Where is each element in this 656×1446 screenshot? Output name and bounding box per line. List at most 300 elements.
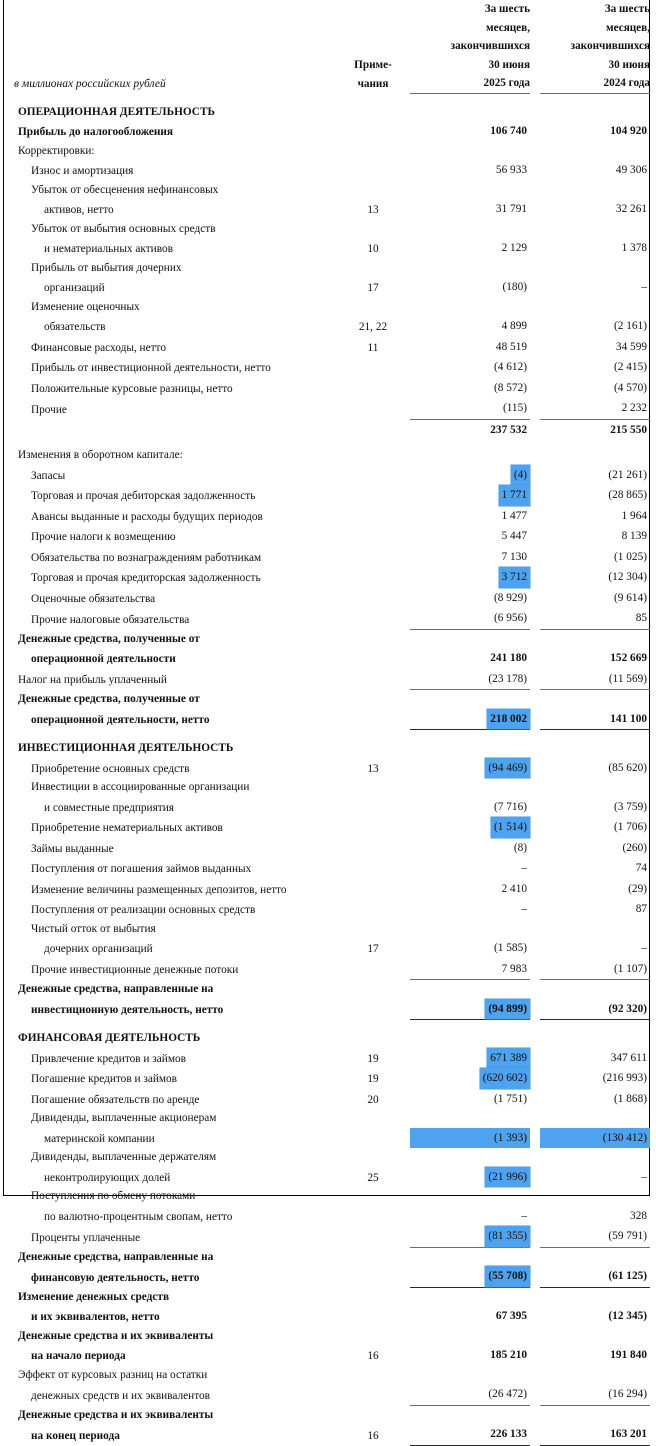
table-row bbox=[14, 337, 650, 358]
value: (1 868) bbox=[614, 1092, 647, 1105]
spacer bbox=[14, 1020, 650, 1030]
row-value-2025 bbox=[410, 1266, 530, 1287]
col1-header-line5: 2025 года bbox=[410, 74, 530, 93]
row-value-2024 bbox=[540, 758, 650, 779]
row-value-2024 bbox=[540, 419, 650, 440]
value: – bbox=[521, 1209, 527, 1222]
row-label: Эффект от курсовых разниц на остатки bbox=[18, 1368, 208, 1381]
table-row bbox=[14, 1306, 650, 1327]
value: (26 472) bbox=[488, 1388, 527, 1400]
row-label: Денежные средства, полученные от bbox=[18, 693, 200, 705]
header-gap bbox=[530, 37, 540, 56]
table-row bbox=[14, 1287, 650, 1306]
row-value-2025 bbox=[410, 879, 530, 900]
value: (16 294) bbox=[608, 1388, 647, 1400]
row-label: Финансовые расходы, нетто bbox=[31, 341, 166, 354]
row-label: Приобретение основных средств bbox=[31, 762, 190, 775]
table-row bbox=[14, 526, 650, 547]
table-row bbox=[14, 1128, 650, 1149]
row-label: Прочие налоги к возмещению bbox=[31, 531, 176, 543]
row-value-2024 bbox=[540, 1384, 650, 1405]
col2-header-line4: 30 июня bbox=[608, 58, 650, 71]
value: (23 178) bbox=[488, 672, 527, 685]
table-row bbox=[14, 1167, 650, 1188]
row-value-2024 bbox=[540, 121, 650, 142]
value: (1 585) bbox=[494, 942, 527, 954]
row-label: Положительные курсовые разницы, нетто bbox=[31, 382, 233, 395]
row-value-2024 bbox=[540, 899, 650, 920]
row-label: денежных средств и их эквивалентов bbox=[31, 1389, 210, 1402]
row-label: Корректировки: bbox=[18, 144, 95, 157]
row-value-2024 bbox=[540, 838, 650, 859]
table-row bbox=[14, 259, 650, 278]
table-row bbox=[14, 298, 650, 317]
value: 1 378 bbox=[621, 242, 647, 254]
row-note: 10 bbox=[367, 243, 379, 255]
value: 7 983 bbox=[501, 962, 527, 975]
value: 56 933 bbox=[495, 164, 527, 176]
header-row-5 bbox=[14, 74, 650, 93]
row-value-2024 bbox=[540, 648, 650, 669]
row-note bbox=[336, 797, 410, 818]
row-label: Убыток от выбытия основных средств bbox=[31, 222, 216, 235]
row-label: Изменение величины размещенных депозитов, нетто bbox=[31, 883, 287, 896]
table-row bbox=[14, 1405, 650, 1424]
row-value-2025 bbox=[410, 419, 530, 440]
value: 141 100 bbox=[610, 712, 647, 725]
table-row bbox=[14, 220, 650, 239]
value: (6 956) bbox=[494, 612, 527, 624]
value: 215 550 bbox=[610, 423, 647, 436]
value: 191 840 bbox=[610, 1349, 647, 1361]
table-row bbox=[14, 1247, 650, 1266]
value: (1 025) bbox=[614, 550, 647, 563]
row-value-2024 bbox=[540, 1089, 650, 1110]
row-value-2025 bbox=[410, 709, 530, 730]
notes-header-line2: чания bbox=[357, 77, 389, 90]
row-label: на конец периода bbox=[31, 1429, 120, 1442]
row-value-2024 bbox=[540, 999, 650, 1020]
value: (8 929) bbox=[494, 591, 527, 604]
value: 34 599 bbox=[615, 340, 647, 353]
value: (9 614) bbox=[614, 591, 647, 604]
table-row bbox=[14, 277, 650, 298]
value: 328 bbox=[630, 1209, 647, 1222]
header-row-4 bbox=[14, 56, 650, 75]
value: 49 306 bbox=[615, 164, 647, 176]
value: 5 447 bbox=[501, 530, 527, 542]
section-heading-financing bbox=[14, 1029, 650, 1048]
table-row bbox=[14, 1068, 650, 1089]
row-label: Поступления от погашения займов выданных bbox=[31, 863, 252, 875]
header-row-3 bbox=[14, 37, 650, 56]
row-value-2024 bbox=[540, 797, 650, 818]
value: (92 320) bbox=[608, 1002, 647, 1015]
row-label: дочерних организаций bbox=[44, 943, 153, 955]
value-highlighted: (130 412) bbox=[602, 1131, 647, 1144]
row-value-2024 bbox=[540, 817, 650, 838]
row-note bbox=[336, 669, 410, 690]
row-value-2025 bbox=[410, 160, 530, 181]
value: 48 519 bbox=[495, 340, 527, 353]
value: 32 261 bbox=[615, 203, 647, 215]
value: (260) bbox=[622, 841, 647, 854]
row-note: 20 bbox=[367, 1093, 379, 1106]
row-note bbox=[336, 357, 410, 378]
table-row bbox=[14, 1148, 650, 1167]
row-label: Займы выданные bbox=[31, 842, 114, 855]
notes-header-line1: Приме- bbox=[354, 58, 392, 71]
col1-header-line1: За шесть bbox=[484, 3, 530, 15]
units-label: в миллионах российских рублей bbox=[14, 77, 166, 90]
value: 237 532 bbox=[490, 423, 527, 436]
table-row bbox=[14, 181, 650, 200]
value: (85 620) bbox=[608, 761, 647, 774]
section-title-investing: ИНВЕСТИЦИОННАЯ ДЕЯТЕЛЬНОСТЬ bbox=[18, 742, 234, 754]
table-row bbox=[14, 1366, 650, 1385]
value: (2 161) bbox=[614, 320, 647, 332]
value: 226 133 bbox=[490, 1428, 527, 1440]
row-note bbox=[336, 465, 410, 486]
row-value-2024 bbox=[540, 378, 650, 399]
table-row bbox=[14, 959, 650, 980]
table-row bbox=[14, 378, 650, 399]
row-label: Проценты уплаченные bbox=[31, 1231, 141, 1244]
value-highlighted: 3 712 bbox=[499, 567, 530, 588]
value: – bbox=[641, 1170, 647, 1183]
row-label: и нематериальных активов bbox=[44, 243, 173, 255]
table-row bbox=[14, 608, 650, 629]
table-row bbox=[14, 1327, 650, 1346]
row-value-2024 bbox=[540, 709, 650, 730]
value: – bbox=[521, 862, 527, 874]
header-gap bbox=[530, 74, 540, 93]
row-value-2025 bbox=[410, 938, 530, 959]
row-label: организаций bbox=[44, 282, 105, 294]
row-label: обязательств bbox=[44, 321, 106, 333]
table-row bbox=[14, 1384, 650, 1405]
row-value-2025 bbox=[410, 899, 530, 920]
row-label: Денежные средства и их эквиваленты bbox=[18, 1408, 214, 1421]
row-label: на начало периода bbox=[31, 1350, 126, 1362]
table-row bbox=[14, 838, 650, 859]
row-value-2025 bbox=[410, 999, 530, 1020]
row-label: Изменения в оборотном капитале: bbox=[18, 449, 183, 461]
table-row-total bbox=[14, 1266, 650, 1287]
col2-header-line3: закончившихся bbox=[570, 40, 650, 52]
value: (180) bbox=[502, 281, 527, 293]
row-label: Погашение кредитов и займов bbox=[31, 1073, 178, 1085]
table-row bbox=[14, 758, 650, 779]
value: (1 751) bbox=[494, 1092, 527, 1105]
row-value-2024 bbox=[540, 858, 650, 879]
row-note bbox=[336, 121, 410, 142]
value: 2 232 bbox=[621, 402, 647, 414]
row-note bbox=[336, 648, 410, 669]
value: 8 139 bbox=[621, 530, 647, 542]
row-note bbox=[336, 588, 410, 609]
row-note bbox=[336, 899, 410, 920]
table-row-total bbox=[14, 709, 650, 730]
table-row bbox=[14, 669, 650, 690]
row-value-2025 bbox=[410, 608, 530, 629]
row-value-2024 bbox=[540, 199, 650, 220]
row-value-2025 bbox=[410, 121, 530, 142]
row-note: 16 bbox=[367, 1350, 379, 1362]
table-row bbox=[14, 1048, 650, 1069]
header-spacer-note bbox=[336, 37, 410, 56]
row-value-2025 bbox=[410, 1089, 530, 1110]
header-spacer bbox=[14, 19, 336, 38]
row-label: и их эквивалентов, нетто bbox=[31, 1311, 160, 1323]
row-label: Денежные средства и их эквиваленты bbox=[18, 1329, 214, 1342]
row-note: 19 bbox=[367, 1073, 379, 1085]
row-label bbox=[14, 419, 336, 440]
row-value-2025 bbox=[410, 858, 530, 879]
row-note bbox=[336, 1266, 410, 1287]
value: (115) bbox=[502, 402, 527, 414]
row-label: Чистый отток от выбытия bbox=[31, 922, 156, 935]
row-label: Прибыль от выбытия дочерних bbox=[31, 261, 182, 274]
row-note bbox=[336, 378, 410, 399]
col1-header-line2: месяцев, bbox=[486, 21, 530, 34]
row-label: материнской компании bbox=[44, 1132, 155, 1145]
row-value-2024 bbox=[540, 238, 650, 259]
table-row bbox=[14, 398, 650, 419]
header-spacer bbox=[14, 0, 336, 19]
table-row bbox=[14, 485, 650, 506]
row-value-2025 bbox=[410, 398, 530, 419]
row-value-2025 bbox=[410, 506, 530, 527]
row-label: Износ и амортизация bbox=[31, 165, 134, 177]
value: (8 572) bbox=[494, 381, 527, 394]
row-value-2025 bbox=[410, 485, 530, 506]
value: 104 920 bbox=[610, 125, 647, 137]
row-value-2024 bbox=[540, 938, 650, 959]
row-label: инвестиционную деятельность, нетто bbox=[31, 1004, 224, 1016]
row-note: 19 bbox=[367, 1052, 379, 1065]
value: 87 bbox=[635, 903, 647, 915]
row-label: Прочие налоговые обязательства bbox=[31, 613, 190, 626]
row-value-2024 bbox=[540, 398, 650, 419]
row-value-2024 bbox=[540, 608, 650, 629]
row-value-2025 bbox=[410, 1424, 530, 1445]
row-note bbox=[336, 1384, 410, 1405]
row-value-2024 bbox=[540, 316, 650, 337]
row-label: Дивиденды, выплаченные акционерам bbox=[31, 1112, 217, 1124]
table-row bbox=[14, 858, 650, 879]
col1-header-line3: закончившихся bbox=[450, 40, 530, 52]
value-highlighted: (1 393) bbox=[494, 1131, 527, 1144]
row-note bbox=[336, 160, 410, 181]
table-row bbox=[14, 938, 650, 959]
row-value-2024 bbox=[540, 1306, 650, 1327]
value: 163 201 bbox=[610, 1428, 647, 1440]
row-note bbox=[336, 485, 410, 506]
row-label: Прочие инвестиционные денежные потоки bbox=[31, 964, 239, 976]
value-highlighted: (4) bbox=[511, 465, 530, 486]
value-highlighted: 218 002 bbox=[487, 709, 530, 730]
row-label: Торговая и прочая кредиторская задолженность bbox=[31, 572, 261, 584]
cash-flow-table bbox=[14, 0, 650, 1446]
section-heading-investing bbox=[14, 739, 650, 758]
row-note bbox=[336, 398, 410, 419]
value: (4 570) bbox=[614, 381, 647, 394]
value: 1 477 bbox=[501, 509, 527, 522]
row-note bbox=[336, 567, 410, 588]
table-row bbox=[14, 1345, 650, 1366]
value: 74 bbox=[635, 862, 647, 874]
header-gap bbox=[530, 19, 540, 38]
row-value-2024 bbox=[540, 1048, 650, 1069]
value: (1 107) bbox=[614, 962, 647, 975]
table-row bbox=[14, 588, 650, 609]
row-value-2025 bbox=[410, 357, 530, 378]
table-row bbox=[14, 1206, 650, 1227]
row-label: Обязательства по вознаграждениям работникам bbox=[31, 551, 262, 564]
row-value-2025 bbox=[410, 758, 530, 779]
row-label: Авансы выданные и расходы будущих периодов bbox=[31, 510, 263, 523]
row-note bbox=[336, 419, 410, 440]
table-row bbox=[14, 690, 650, 709]
table-row bbox=[14, 879, 650, 900]
section-heading-operating bbox=[14, 103, 650, 122]
value: (29) bbox=[628, 882, 647, 895]
row-value-2025 bbox=[410, 238, 530, 259]
row-value-2025 bbox=[410, 465, 530, 486]
value: 85 bbox=[635, 612, 647, 624]
row-note bbox=[336, 817, 410, 838]
row-note bbox=[336, 547, 410, 568]
row-label: активов, нетто bbox=[44, 204, 114, 216]
value: 347 611 bbox=[610, 1051, 647, 1064]
row-note bbox=[336, 999, 410, 1020]
row-value-2025 bbox=[410, 817, 530, 838]
row-label: Денежные средства, направленные на bbox=[18, 1250, 214, 1263]
row-value-2025 bbox=[410, 838, 530, 859]
row-label: операционной деятельности bbox=[31, 653, 176, 665]
header-spacer-note bbox=[336, 19, 410, 38]
row-label: Прочие bbox=[31, 403, 67, 416]
table-row bbox=[14, 357, 650, 378]
value: (2 415) bbox=[614, 361, 647, 373]
table-row-total bbox=[14, 1424, 650, 1445]
value: 241 180 bbox=[490, 652, 527, 664]
row-label: Налог на прибыль уплаченный bbox=[18, 674, 167, 686]
row-value-2024 bbox=[540, 1167, 650, 1188]
value: 2 129 bbox=[501, 242, 527, 254]
row-value-2024 bbox=[540, 1128, 650, 1149]
value: (3 759) bbox=[614, 800, 647, 813]
value: 67 395 bbox=[495, 1310, 527, 1322]
value-highlighted: (81 355) bbox=[485, 1226, 530, 1247]
row-note: 25 bbox=[367, 1171, 379, 1184]
value: (11 569) bbox=[608, 672, 647, 685]
row-label: Денежные средства, полученные от bbox=[18, 632, 200, 645]
value: – bbox=[641, 942, 647, 954]
row-value-2025 bbox=[410, 199, 530, 220]
table-row bbox=[14, 980, 650, 999]
row-value-2024 bbox=[540, 465, 650, 486]
row-label: Торговая и прочая дебиторская задолженность bbox=[31, 490, 256, 502]
row-label: Поступления по обмену потоками bbox=[31, 1190, 196, 1202]
row-value-2024 bbox=[540, 567, 650, 588]
row-value-2025 bbox=[410, 567, 530, 588]
table-row bbox=[14, 899, 650, 920]
row-value-2025 bbox=[410, 1048, 530, 1069]
row-value-2025 bbox=[410, 669, 530, 690]
row-label: Приобретение нематериальных активов bbox=[31, 822, 223, 834]
value-highlighted: (1 514) bbox=[491, 817, 530, 838]
row-label: Оценочные обязательства bbox=[31, 592, 156, 605]
header-gap bbox=[530, 0, 540, 19]
table-row bbox=[14, 817, 650, 838]
table-row bbox=[14, 797, 650, 818]
value: (1 706) bbox=[614, 821, 647, 833]
row-label: Денежные средства, направленные на bbox=[18, 983, 214, 995]
table-row bbox=[14, 1226, 650, 1247]
row-value-2024 bbox=[540, 1345, 650, 1366]
value: – bbox=[521, 903, 527, 915]
row-value-2024 bbox=[540, 669, 650, 690]
value-highlighted: 671 389 bbox=[487, 1048, 530, 1069]
value-highlighted: (55 708) bbox=[485, 1266, 530, 1287]
value: 2 410 bbox=[501, 882, 527, 895]
value: (28 865) bbox=[608, 489, 647, 501]
row-note bbox=[336, 858, 410, 879]
row-value-2024 bbox=[540, 1206, 650, 1227]
value-highlighted: (94 899) bbox=[485, 999, 530, 1020]
value: 7 130 bbox=[501, 550, 527, 563]
header-spacer-note bbox=[336, 0, 410, 19]
table-row bbox=[14, 238, 650, 259]
value: 152 669 bbox=[610, 652, 647, 664]
row-label: Изменение денежных средств bbox=[18, 1290, 170, 1303]
row-value-2025 bbox=[410, 797, 530, 818]
row-value-2025 bbox=[410, 526, 530, 547]
row-note bbox=[336, 879, 410, 900]
row-note: 13 bbox=[367, 204, 379, 216]
section-title-operating: ОПЕРАЦИОННАЯ ДЕЯТЕЛЬНОСТЬ bbox=[18, 105, 215, 118]
row-value-2024 bbox=[540, 506, 650, 527]
row-label: Изменение оценочных bbox=[31, 300, 140, 313]
table-row bbox=[14, 506, 650, 527]
row-note bbox=[336, 526, 410, 547]
spacer bbox=[14, 93, 650, 103]
row-value-2024 bbox=[540, 1226, 650, 1247]
table-row-subtotal bbox=[14, 419, 650, 440]
value: (21 261) bbox=[608, 468, 647, 481]
row-value-2024 bbox=[540, 277, 650, 298]
table-row bbox=[14, 199, 650, 220]
row-value-2025 bbox=[410, 1306, 530, 1327]
row-label: Привлечение кредитов и займов bbox=[31, 1052, 186, 1065]
row-value-2025 bbox=[410, 378, 530, 399]
row-note: 21, 22 bbox=[358, 321, 388, 333]
table-row bbox=[14, 648, 650, 669]
table-row bbox=[14, 1187, 650, 1206]
value: (4 612) bbox=[494, 361, 527, 373]
header-row-1 bbox=[14, 0, 650, 19]
row-value-2024 bbox=[540, 1266, 650, 1287]
value: (59 791) bbox=[608, 1230, 647, 1242]
row-value-2024 bbox=[540, 526, 650, 547]
row-label: Прибыль до налогообложения bbox=[18, 126, 174, 138]
table-row bbox=[14, 567, 650, 588]
header-spacer bbox=[14, 37, 336, 56]
table-row bbox=[14, 316, 650, 337]
row-value-2025 bbox=[410, 277, 530, 298]
